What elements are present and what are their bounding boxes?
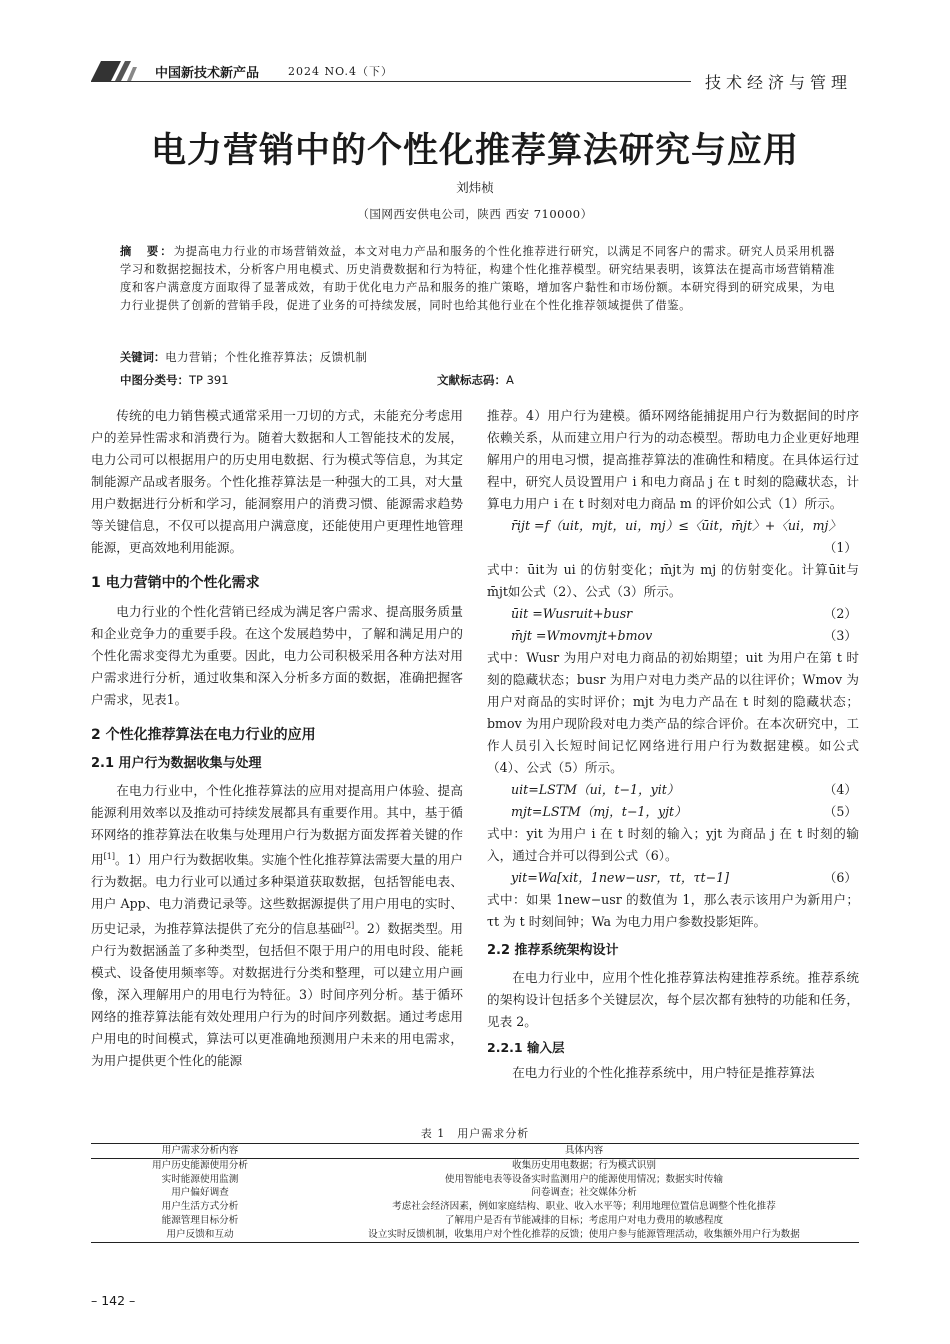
table-1-caption: 表 1 用户需求分析 xyxy=(420,1127,530,1140)
section-2-2-heading: 2.2 推荐系统架构设计 xyxy=(487,943,619,958)
table-header-cell: 用户需求分析内容 xyxy=(161,1145,239,1156)
section-2-1-paragraph xyxy=(91,780,463,1072)
right-column xyxy=(487,405,859,1084)
right-paragraph-2: 式中：ūit为 ui 的仿射变化；m̄jt为 mj 的仿射变化。计算ūit与m̄jt如公式（2）、公式（3）所示。 xyxy=(487,562,859,599)
right-paragraph-1: 推荐。4）用户行为建模。循环网络能捕捉用户行为数据间的时序依赖关系，从而建立用户行为的动态模型。帮助电力企业更好地理解用户的用电习惯，提高推荐算法的准确性和精度。在具体运行过程中，研究人员设置用户 i 和电力商品 j 在 t 时刻的隐藏状态，计算电力用户 i 在 t 时刻对电力商品 m 的评价如公式（1）所示。 xyxy=(487,408,859,511)
citation-2[interactable]: [2] xyxy=(342,921,355,931)
table-header-cell: 具体内容 xyxy=(564,1145,604,1156)
table-cell: 用户生活方式分析 xyxy=(161,1201,239,1213)
equation-5 xyxy=(487,801,859,823)
table-row xyxy=(91,1228,859,1242)
abstract xyxy=(120,243,835,315)
author: 刘炜桢 xyxy=(456,180,494,195)
keywords xyxy=(120,349,367,365)
keywords-label: 关键词： xyxy=(120,351,166,364)
right-paragraph-3: 式中：Wusr 为用户对电力商品的初始期望；uit 为用户在第 t 时刻的隐藏状态；busr 为用户对电力类产品的以往评价；Wmov 为用户对商品的实时评价；mjt 为电力产品在 t 时刻的隐藏状态；bmov 为用户现阶段对电力类产品的综合评价。在本次研究中，工作人员引入长短时间记忆网络进行用户行为数据建模。如公式（4）、公式（5）所示。 xyxy=(487,650,859,775)
equation-1-formula: r̄ijt =f（uit，mjt，ui，mj）≤〈ūit，m̄jt〉+〈ui，mj〉 xyxy=(511,518,842,533)
section-2-1-heading: 2.1 用户行为数据收集与处理 xyxy=(91,756,262,771)
equation-2-formula: ūit =Wusruit+busr xyxy=(511,606,633,621)
table-row xyxy=(91,1173,859,1187)
table-row xyxy=(91,1158,859,1172)
table-row xyxy=(91,1186,859,1200)
paper-title: 电力营销中的个性化推荐算法研究与应用 xyxy=(150,130,799,171)
section-2-2-paragraph: 在电力行业中，应用个性化推荐算法构建推荐系统。推荐系统的架构设计包括多个关键层次，每个层次都有独特的功能和任务，见表 2。 xyxy=(487,970,859,1029)
table-cell: 问卷调查；社交媒体分析 xyxy=(531,1187,637,1199)
table-cell: 用户偏好调查 xyxy=(171,1187,229,1199)
right-paragraph-4: 式中：yit 为用户 i 在 t 时刻的输入；yjt 为商品 j 在 t 时刻的输入，通过合并可以得到公式（6）。 xyxy=(487,826,859,863)
equation-3 xyxy=(487,625,859,647)
affiliation: （国网西安供电公司，陕西 西安 710000） xyxy=(357,207,593,221)
table-cell: 用户反馈和互动 xyxy=(166,1228,234,1240)
table-cell: 能源管理目标分析 xyxy=(161,1214,239,1226)
table-cell: 收集历史用电数据；行为模式识别 xyxy=(512,1159,656,1171)
paragraph-part-c: 。2）数据类型。用户行为数据涵盖了多种类型，包括但不限于用户的用电时段、能耗模式、设备使用频率等。对数据进行分类和整理，可以建立用户画像，深入理解用户的用电行为特征。3）时间序列分析。基于循环网络的推荐算法能有效处理用户行为的时间序列数据。通过考虑用户用电的时间模式，算法可以更准确地预测用户未来的用电需求，为用户提供更个性化的能源 xyxy=(91,921,464,1069)
table-cell: 使用智能电表等设备实时监测用户的能源使用情况；数据实时传输 xyxy=(444,1173,724,1185)
table-row xyxy=(91,1200,859,1214)
abstract-text: 为提高电力行业的市场营销效益，本文对电力产品和服务的个性化推荐进行研究，以满足不同客户的需求。研究人员采用机器学习和数据挖掘技术，分析客户用电模式、历史消费数据和行为特征，构建个性化推荐模型。研究结果表明，该算法在提高市场营销精准度和客户满意度方面取得了显著成效，有助于优化电力产品和服务的推广策略，增加客户黏性和市场份额。本研究得到的研究成果，为电力行业提供了创新的营销手段，促进了业务的可持续发展，同时也给其他行业在个性化推荐领域提供了借鉴。 xyxy=(120,245,835,312)
section-2-2-1-heading: 2.2.1 输入层 xyxy=(487,1040,565,1055)
abstract-label: 摘 要： xyxy=(120,245,174,258)
section-name: 技术经济与管理 xyxy=(705,73,853,92)
paragraph-part-b: 。1）用户行为数据收集。实施个性化推荐算法需要大量的用户行为数据。电力行业可以通过多种渠道获取数据，包括智能电表、用户 App、电力消费记录等。这些数据源提供了用户用电的实时、历史记录，为推荐算法提供了充分的信息基础 xyxy=(91,852,464,937)
equation-6-formula: yit=Wa[xit，1new−usr，τt，τt−1] xyxy=(511,870,730,885)
table-cell: 用户历史能源使用分析 xyxy=(152,1159,248,1171)
section-1-heading: 1 电力营销中的个性化需求 xyxy=(91,575,260,591)
equation-3-number: （3） xyxy=(823,628,857,643)
intro-paragraph: 传统的电力销售模式通常采用一刀切的方式，未能充分考虑用户的差异性需求和消费行为。随着大数据和人工智能技术的发展，电力公司可以根据用户的历史用电数据、行为模式等信息，为其定制能源产品或者服务。个性化推荐算法是一种强大的工具，对大量用户数据进行分析和学习，能洞察用户的消费习惯、能源需求趋势等关键信息，不仅可以提高用户满意度，还能使用户更理性地管理能源，更高效地利用能源。 xyxy=(91,408,463,555)
section-1-paragraph: 电力行业的个性化营销已经成为满足客户需求、提高服务质量和企业竞争力的重要手段。在这个发展趋势中，了解和满足用户的个性化需求变得尤为重要。因此，电力公司积极采用各种方法对用户需求进行分析，通过收集和深入分析多方面的数据，准确把握客户需求，见表1。 xyxy=(91,604,463,707)
clc-label: 中图分类号： xyxy=(120,373,189,387)
right-paragraph-5: 式中：如果 1new−usr 的数值为 1，那么表示该用户为新用户；τt 为 t 时刻间钟；Wa 为电力用户参数投影矩阵。 xyxy=(487,892,859,929)
table-header-row xyxy=(91,1144,859,1159)
left-column xyxy=(91,405,463,1072)
section-2-heading: 2 个性化推荐算法在电力行业的应用 xyxy=(91,727,316,743)
table-cell: 实时能源使用监测 xyxy=(161,1173,239,1185)
clc-value: TP 391 xyxy=(189,373,229,387)
table-row xyxy=(91,1214,859,1228)
keywords-text: 电力营销；个性化推荐算法；反馈机制 xyxy=(165,351,368,364)
page-number: – 142 – xyxy=(91,1293,136,1308)
equation-5-formula: mjt=LSTM（mj，t−1，yjt） xyxy=(511,804,687,819)
table-cell: 考虑社会经济因素，例如家庭结构、职业、收入水平等；利用地理位置信息调整个性化推荐 xyxy=(392,1201,776,1213)
equation-1-number: （1） xyxy=(823,540,857,555)
table-cell: 设立实时反馈机制，收集用户对个性化推荐的反馈；使用户参与能源管理活动，收集额外用户行为数据 xyxy=(368,1228,800,1240)
journal-logo xyxy=(91,61,137,81)
doc-code-value: A xyxy=(506,373,514,387)
equation-4 xyxy=(487,779,859,801)
journal-name: 中国新技术新产品 xyxy=(155,66,260,81)
table-1 xyxy=(91,1143,859,1243)
paragraph-part-a: 在电力行业中，个性化推荐算法的应用对提高用户体验、提高能源利用效率以及推动可持续发展都具有重要作用。其中，基于循环网络的推荐算法在收集与处理用户行为数据方面发挥着关键的作用 xyxy=(91,783,463,868)
table-cell: 了解用户是否有节能减排的目标；考虑用户对电力费用的敏感程度 xyxy=(444,1214,724,1226)
equation-4-formula: uit=LSTM（ui，t−1，yit） xyxy=(511,782,680,797)
equation-5-number: （5） xyxy=(823,804,857,819)
equation-6 xyxy=(487,867,859,889)
equation-6-number: （6） xyxy=(823,870,857,885)
equation-2 xyxy=(487,603,859,625)
clc-number xyxy=(120,372,229,388)
equation-4-number: （4） xyxy=(823,782,857,797)
citation-1[interactable]: [1] xyxy=(103,852,115,861)
document-code xyxy=(437,372,514,388)
issue-info: 2024 NO.4（下） xyxy=(288,65,393,78)
header-rule xyxy=(91,81,691,82)
equation-3-formula: m̄jt =Wmovmjt+bmov xyxy=(511,628,653,643)
doc-code-label: 文献标志码： xyxy=(437,373,506,387)
equation-2-number: （2） xyxy=(823,606,857,621)
equation-1 xyxy=(487,515,859,537)
section-2-2-1-paragraph: 在电力行业的个性化推荐系统中，用户特征是推荐算法 xyxy=(512,1065,815,1080)
